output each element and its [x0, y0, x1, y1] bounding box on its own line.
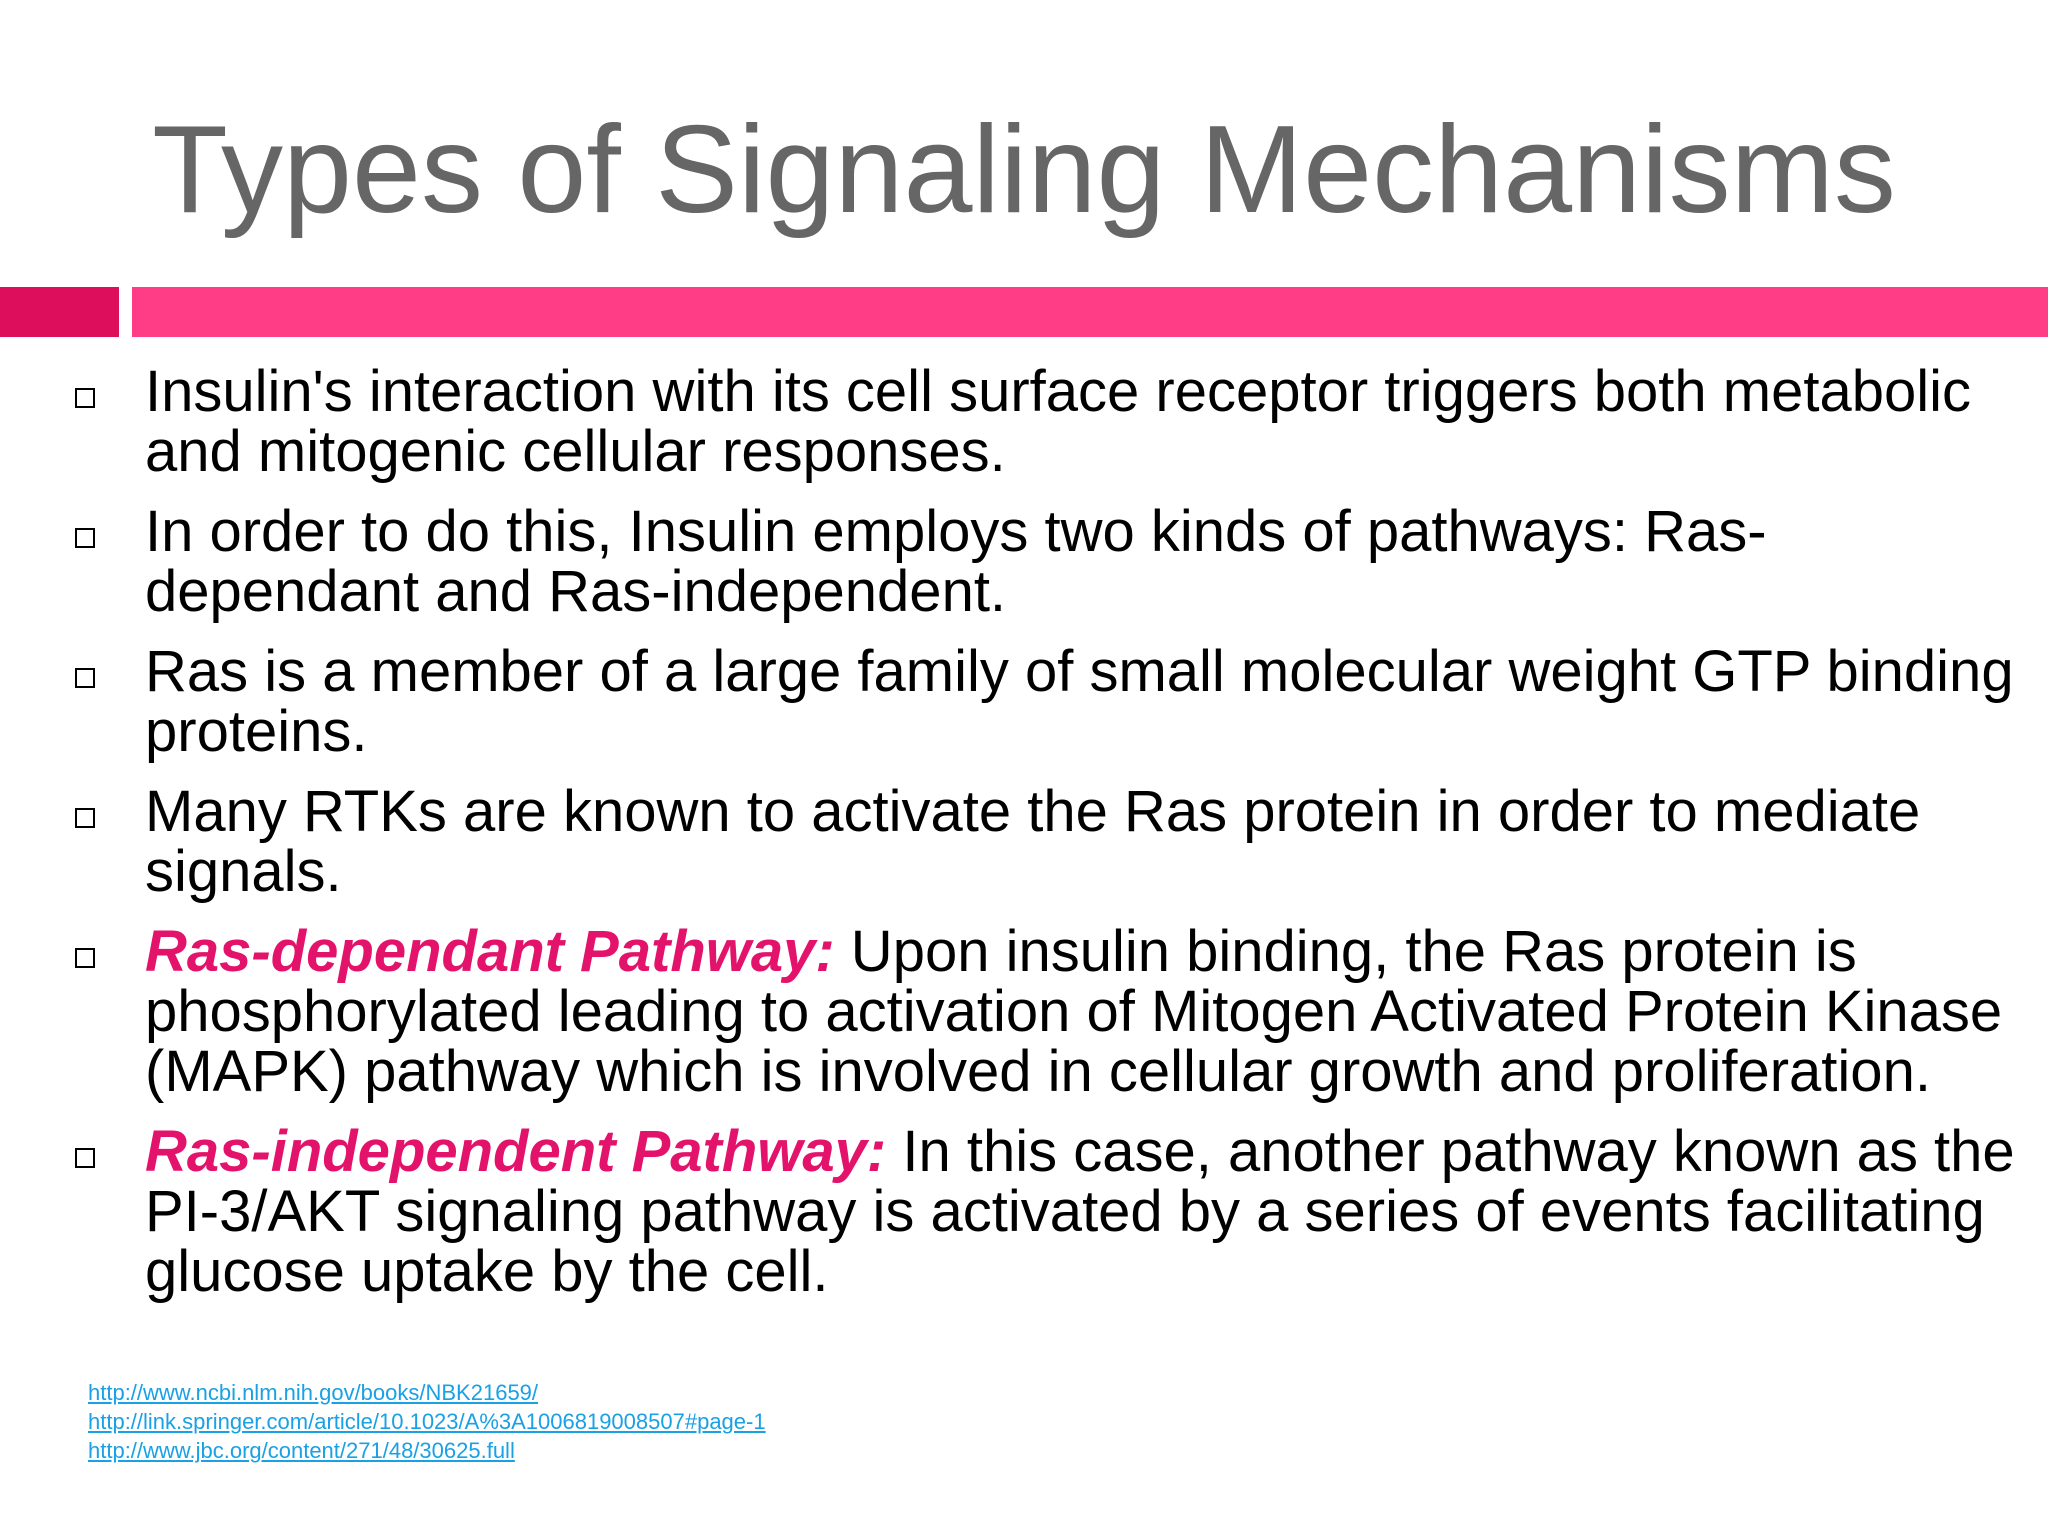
- bullet-text: Many RTKs are known to activate the Ras protein in order to mediate signals.: [145, 779, 1921, 904]
- slide-title: Types of Signaling Mechanisms: [152, 101, 1896, 239]
- bullet-text: In order to do this, Insulin employs two kinds of pathways: Ras-dependant and Ras-independent.: [145, 499, 1767, 624]
- square-outline-icon: [75, 388, 95, 408]
- bullet-item: [0, 919, 2048, 1104]
- bullet-item: [0, 779, 2048, 904]
- bullet-text: Ras is a member of a large family of small molecular weight GTP binding proteins.: [145, 639, 2014, 764]
- bullet-term-ras-independent: Ras-independent Pathway:: [145, 1119, 887, 1184]
- bullet-item: [0, 639, 2048, 764]
- bullet-text: Insulin's interaction with its cell surface receptor triggers both metabolic and mitogenic cellular responses.: [145, 359, 1972, 484]
- bullet-item: [0, 499, 2048, 624]
- bullet-list: [0, 359, 2048, 1322]
- square-outline-icon: [75, 948, 95, 968]
- square-outline-icon: [75, 528, 95, 548]
- bullet-item: [0, 1119, 2048, 1304]
- accent-bar-right: [132, 287, 2048, 337]
- square-outline-icon: [75, 1148, 95, 1168]
- square-outline-icon: [75, 668, 95, 688]
- bullet-item: [0, 359, 2048, 484]
- reference-link-ncbi[interactable]: http://www.ncbi.nlm.nih.gov/books/NBK21659/: [88, 1380, 539, 1405]
- bullet-term-ras-dependant: Ras-dependant Pathway:: [145, 919, 835, 984]
- reference-link-jbc[interactable]: http://www.jbc.org/content/271/48/30625.full: [88, 1438, 515, 1463]
- bullet-text: Upon insulin binding, the Ras protein is phosphorylated leading to activation of Mitogen Activated Protein Kinase (MAPK) pathway which is involved in cellular growth and proliferation.: [145, 919, 2003, 1104]
- square-outline-icon: [75, 808, 95, 828]
- bullet-text: In this case, another pathway known as the PI-3/AKT signaling pathway is activated by a series of events facilitating glucose uptake by the cell.: [145, 1119, 2015, 1304]
- reference-link-springer[interactable]: http://link.springer.com/article/10.1023/A%3A1006819008507#page-1: [88, 1409, 766, 1434]
- accent-bar-left: [0, 287, 119, 337]
- reference-links: [88, 1378, 1288, 1465]
